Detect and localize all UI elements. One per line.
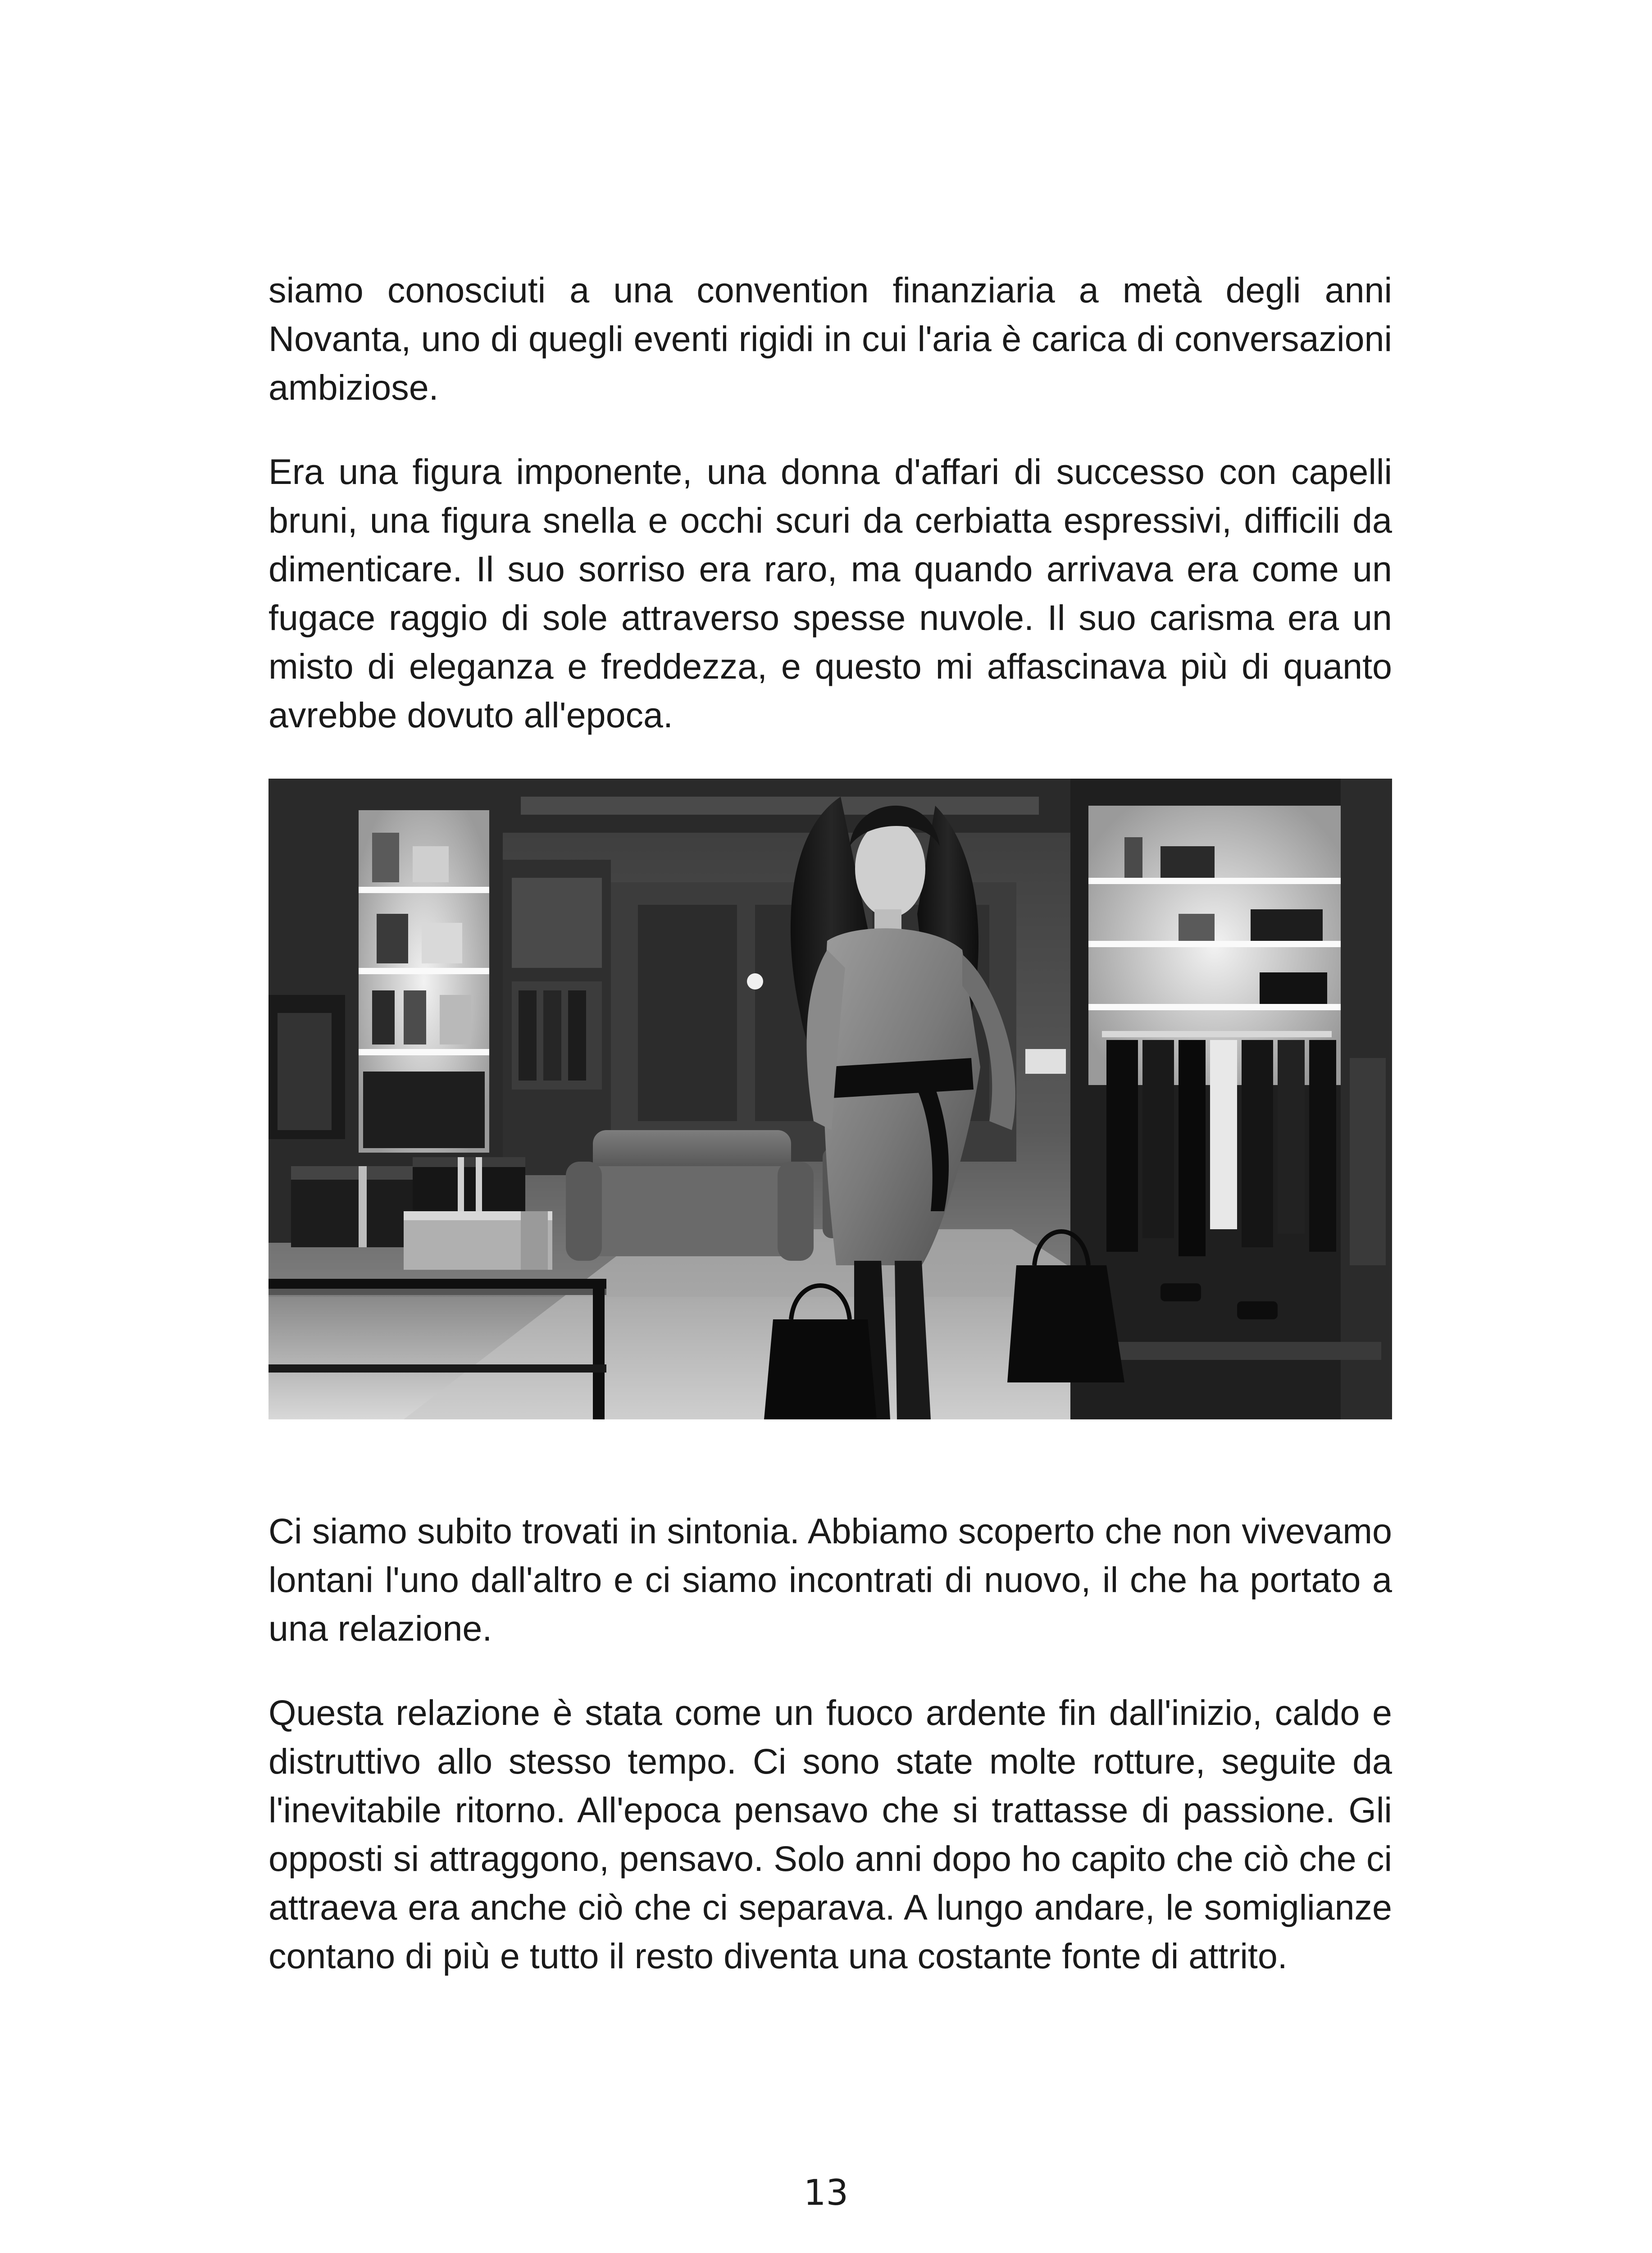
paragraph-1: siamo conosciuti a una convention finanziaria a metà degli anni Novanta, uno di quegli eventi rigidi in cui l'aria è carica di conversazioni ambiziose. (269, 270, 1392, 407)
paragraph-4: Questa relazione è stata come un fuoco ardente fin dall'inizio, caldo e distruttivo allo stesso tempo. Ci sono state molte rotture, seguite da l'inevitabile ritorno. All'epoca pensavo che si trattasse di passione. Gli opposti si attraggono, pensavo. Solo anni dopo ho capito che ciò che ci attraeva era anche ciò che ci separava. A lungo andare, le somiglianze contano di più e tutto il resto diventa una costante fonte di attrito. (269, 1692, 1392, 1976)
boutique-photo (269, 779, 1392, 1419)
page-number: 13 (803, 2173, 849, 2213)
paragraph-2: Era una figura imponente, una donna d'affari di successo con capelli bruni, una figura snella e occhi scuri da cerbiatta espressivi, difficili da dimenticare. Il suo sorriso era raro, ma quando arrivava era come un fugace raggio di sole attraverso spesse nuvole. Il suo carisma era un misto di eleganza e freddezza, e questo mi affascinava più di quanto avrebbe dovuto all'epoca. (269, 452, 1392, 735)
paragraph-3: Ci siamo subito trovati in sintonia. Abbiamo scoperto che non vivevamo lontani l'uno dall'altro e ci siamo incontrati di nuovo, il che ha portato a una relazione. (269, 1511, 1392, 1648)
